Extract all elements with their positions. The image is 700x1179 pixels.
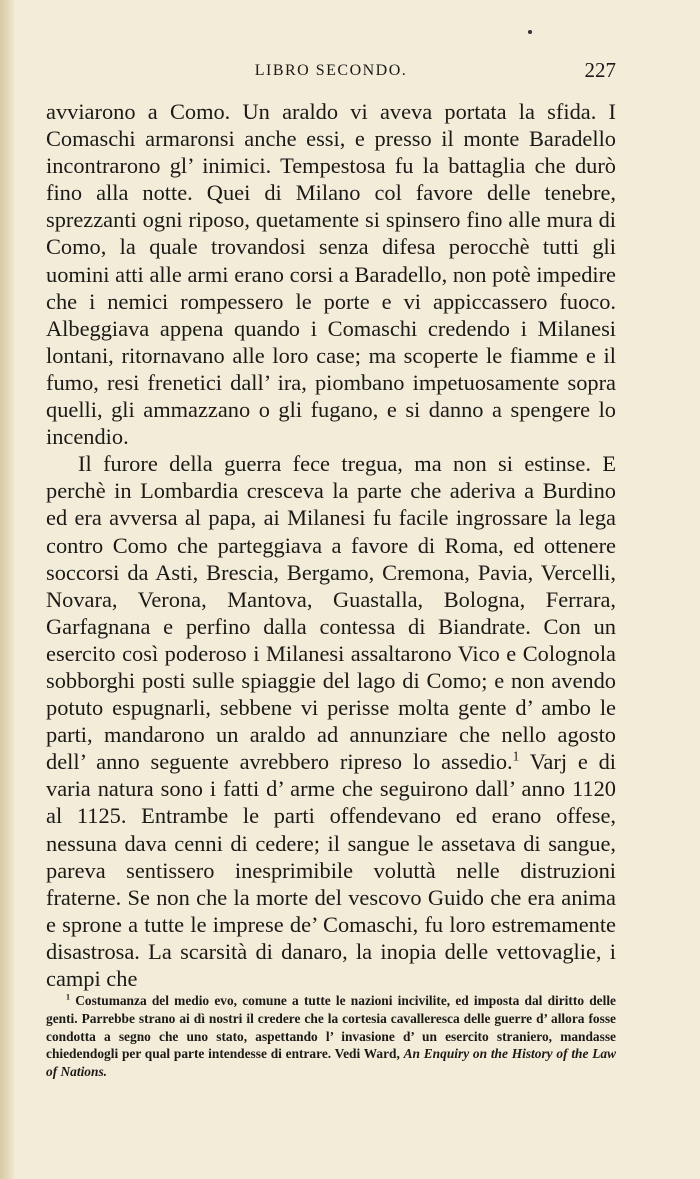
footnote-text: Costumanza del medio evo, comune a tutte le nazioni incivilite, ed imposta dal diritto delle genti. Parrebbe strano ai dì nostri il credere che la cortesia cavalleresca delle guerre d’ allora fosse condotta a segno che uno stato, aspettando l’ invasione d’ un esercito straniero, mandasse chiedendogli per qual parte intendesse di entrare. Vedi Ward, bbox=[46, 993, 616, 1062]
paragraph: avviarono a Como. Un araldo vi aveva portata la sfida. I Comaschi armaronsi anche essi, e presso il monte Baradello incontrarono gl’ inimici. Tempestosa fu la battaglia che durò fino alla notte. Quei di Milano col favore delle tenebre, sprezzanti ogni riposo, quetamente si spinsero fino alle mura di Como, la quale trovandosi senza difesa perocchè tutti gli uomini atti alle armi erano corsi a Baradello, non potè impedire che i nemici rompessero le porte e vi appiccassero fuoco. Albeggiava appena quando i Comaschi credendo i Milanesi lontani, ritornavano alle loro case; ma scoperte le fiamme e il fumo, resi frenetici dall’ ira, piombano impetuosamente sopra quelli, gli ammazzano o gli fugano, e si danno a spengere lo incendio. bbox=[46, 99, 616, 450]
page-header bbox=[46, 58, 616, 92]
page-edge bbox=[0, 0, 14, 1179]
footnote-mark: 1 bbox=[66, 992, 71, 1002]
footnote-paragraph bbox=[46, 992, 616, 1081]
body-text bbox=[46, 98, 616, 992]
paragraph-text: Il furore della guerra fece tregua, ma non si estinse. E perchè in Lombardia cresceva la parte che aderiva a Burdino ed era avversa al papa, ai Milanesi fu facile ingrossare la lega contro Como che parteggiava a favore di Roma, ed ottenere soccorsi da Asti, Brescia, Bergamo, Cremona, Pavia, Vercelli, Novara, Verona, Mantova, Guastalla, Bologna, Ferrara, Garfagnana e perfino dalla contessa di Biandrate. Con un esercito così poderoso i Milanesi assaltarono Vico e Colognola sobborghi posti sulle spiaggie del lago di Como; e non avendo potuto espugnarli, sebbene vi perisse molta gente d’ ambo le parti, mandarono un araldo ad annunziare che nello agosto dell’ anno seguente avrebbero ripreso lo assedio. bbox=[46, 451, 616, 775]
page-number: 227 bbox=[584, 58, 616, 82]
ink-speck bbox=[528, 30, 532, 34]
running-head: LIBRO SECONDO. bbox=[254, 62, 408, 79]
cited-work-title: An Enquiry on the History of the Law of Nations. bbox=[46, 1046, 617, 1080]
footnote bbox=[46, 992, 616, 1081]
footnote-reference: 1 bbox=[512, 748, 520, 764]
paragraph bbox=[46, 450, 616, 992]
paragraph-text: Varj e di varia natura sono i fatti d’ arme che seguirono dall’ anno 1120 al 1125. Entrambe le parti offendevano ed erano offese, nessuna dava cenni di cedere; il sangue le assetava di sangue, pareva sentissero inesprimibile voluttà nelle distruzioni fraterne. Se non che la morte del vescovo Guido che era anima e sprone a tutte le imprese de’ Comaschi, fu loro estremamente disastrosa. La scarsità di danaro, la inopia delle vettovaglie, i campi che bbox=[46, 749, 616, 991]
